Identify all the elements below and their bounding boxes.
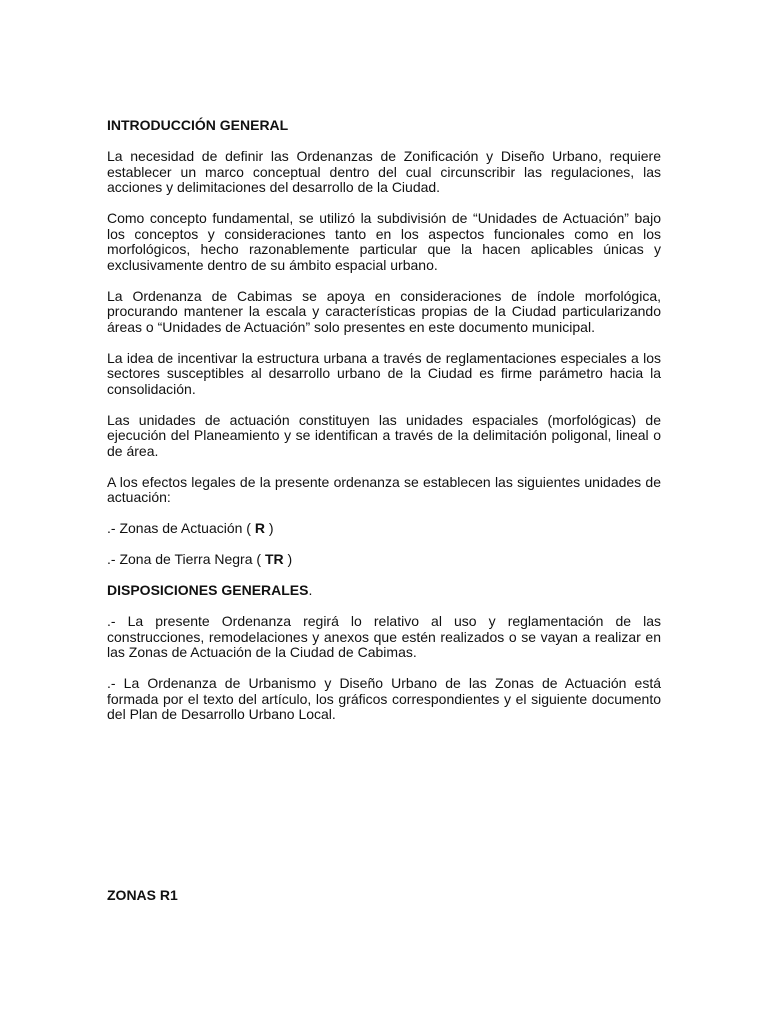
unit-item-suffix: ) — [264, 520, 274, 536]
disposiciones-title-suffix: . — [308, 582, 313, 598]
intro-paragraph-6: A los efectos legales de la presente ordenanza se establecen las siguientes unidades de actuación: — [107, 473, 661, 505]
disposiciones-heading — [107, 583, 661, 599]
unit-item-prefix: .- Zona de Tierra Negra ( — [107, 551, 265, 567]
intro-paragraph-4: La idea de incentivar la estructura urbana a través de reglamentaciones especiales a los sectores susceptibles al desarrollo urbano de la Ciudad es firme parámetro hacia la consolidación. — [107, 349, 661, 397]
unit-code: TR — [264, 551, 284, 567]
disposiciones-title: DISPOSICIONES GENERALES — [107, 582, 309, 598]
zonas-heading: ZONAS R1 — [107, 887, 178, 903]
disposiciones-paragraph-1: .- La presente Ordenanza regirá lo relativo al uso y reglamentación de las construcciones, remodelaciones y anexos que estén realizados o se vayan a realizar en las Zonas de Actuación de la Ciudad de Cabimas. — [107, 613, 661, 660]
unit-item-prefix: .- Zonas de Actuación ( — [107, 520, 255, 536]
unit-item-suffix: ) — [283, 551, 293, 567]
disposiciones-paragraph-2: .- La Ordenanza de Urbanismo y Diseño Urbano de las Zonas de Actuación está formada por el texto del artículo, los gráficos correspondientes y el siguiente documento del Plan de Desarrollo Urbano Local. — [107, 675, 661, 722]
intro-paragraph-1: La necesidad de definir las Ordenanzas de Zonificación y Diseño Urbano, requiere establecer un marco conceptual dentro del cual circunscribir las regulaciones, las acciones y delimitaciones del desarrollo de la Ciudad. — [107, 148, 661, 195]
intro-paragraph-2: Como concepto fundamental, se utilizó la subdivisión de “Unidades de Actuación” bajo los conceptos y consideraciones tanto en los aspectos funcionales como en los morfológicos, hecho razonablemente particular que la hacen aplicables únicas y exclusivamente dentro de su ámbito espacial urbano. — [107, 210, 661, 273]
intro-paragraph-5: Las unidades de actuación constituyen las unidades espaciales (morfológicas) de ejecución del Planeamiento y se identifican a través de la delimitación poligonal, lineal o de área. — [107, 411, 661, 459]
unit-item-r — [107, 521, 661, 537]
unit-item-tr — [107, 552, 661, 568]
document-page — [107, 118, 661, 723]
intro-heading: INTRODUCCIÓN GENERAL — [107, 117, 289, 133]
intro-paragraph-3: La Ordenanza de Cabimas se apoya en consideraciones de índole morfológica, procurando mantener la escala y características propias de la Ciudad particularizando áreas o “Unidades de Actuación” solo presentes en este documento municipal. — [107, 287, 661, 335]
unit-code: R — [254, 520, 265, 536]
